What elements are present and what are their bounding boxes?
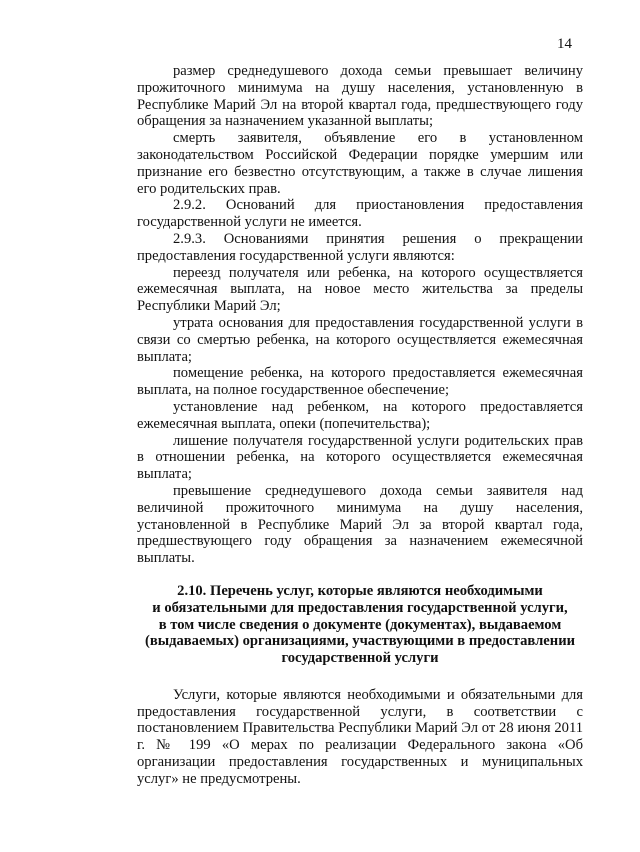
- section-heading-line: государственной услуги: [281, 650, 439, 667]
- paragraph-guardianship: установление над ребенком, на которого предоставляется ежемесячная выплата, опеки (попечительства);: [137, 398, 583, 432]
- paragraph-state-provision: помещение ребенка, на которого предоставляется ежемесячная выплата, на полное государственное обеспечение;: [137, 365, 583, 399]
- page-number: 14: [557, 36, 572, 52]
- paragraph-child-death: утрата основания для предоставления государственной услуги в связи со смертью ребенка, на которого осуществляется ежемесячная выплата;: [137, 314, 583, 365]
- paragraph-2-9-2: 2.9.2. Оснований для приостановления предоставления государственной услуги не имеется.: [137, 197, 583, 231]
- paragraph-services-not-provided: Услуги, которые являются необходимыми и обязательными для предоставления государственной услуги, в соответствии с постановлением Правительства Республики Марий Эл от 28 июня 2011 г. № 199 «О мерах по реализации Федерального закона «Об организации предоставления государственных и муниципальных услуг» не предусмотрены.: [137, 686, 583, 787]
- paragraph-2-9-3: 2.9.3. Основаниями принятия решения о прекращении предоставления государственной услуги являются:: [137, 230, 583, 264]
- paragraph-parental-rights: лишение получателя государственной услуги родительских прав в отношении ребенка, на которого осуществляется ежемесячная выплата;: [137, 432, 583, 483]
- section-heading-line: (выдаваемых) организациями, участвующими в предоставлении: [144, 633, 576, 650]
- section-heading-line: 2.10. Перечень услуг, которые являются необходимыми: [177, 582, 543, 599]
- section-heading-line: в том числе сведения о документе (документах), выдаваемом: [158, 616, 562, 633]
- paragraph-applicant-death: смерть заявителя, объявление его в установленном законодательством Российской Федерации порядке умершим или признание его безвестно отсутствующим, а также в случае лишения его родительских прав.: [137, 130, 583, 197]
- document-body: [137, 63, 583, 788]
- paragraph-relocation: переезд получателя или ребенка, на которого осуществляется ежемесячная выплата, на новое место жительства за пределы Республики Марий Эл;: [137, 264, 583, 315]
- paragraph-income-excess: превышение среднедушевого дохода семьи заявителя над величиной прожиточного минимума на душу населения, установленной в Республике Марий Эл за второй квартал года, предшествующего году обращения за назначением ежемесячной выплаты.: [137, 482, 583, 567]
- paragraph-income-exceeds-minimum: размер среднедушевого дохода семьи превышает величину прожиточного минимума на душу населения, установленную в Республике Марий Эл на второй квартал года, предшествующего году обращения за назначением указанной выплаты;: [137, 63, 583, 130]
- section-heading-line: и обязательными для предоставления государственной услуги,: [152, 599, 568, 616]
- section-heading-2-10: [137, 583, 583, 667]
